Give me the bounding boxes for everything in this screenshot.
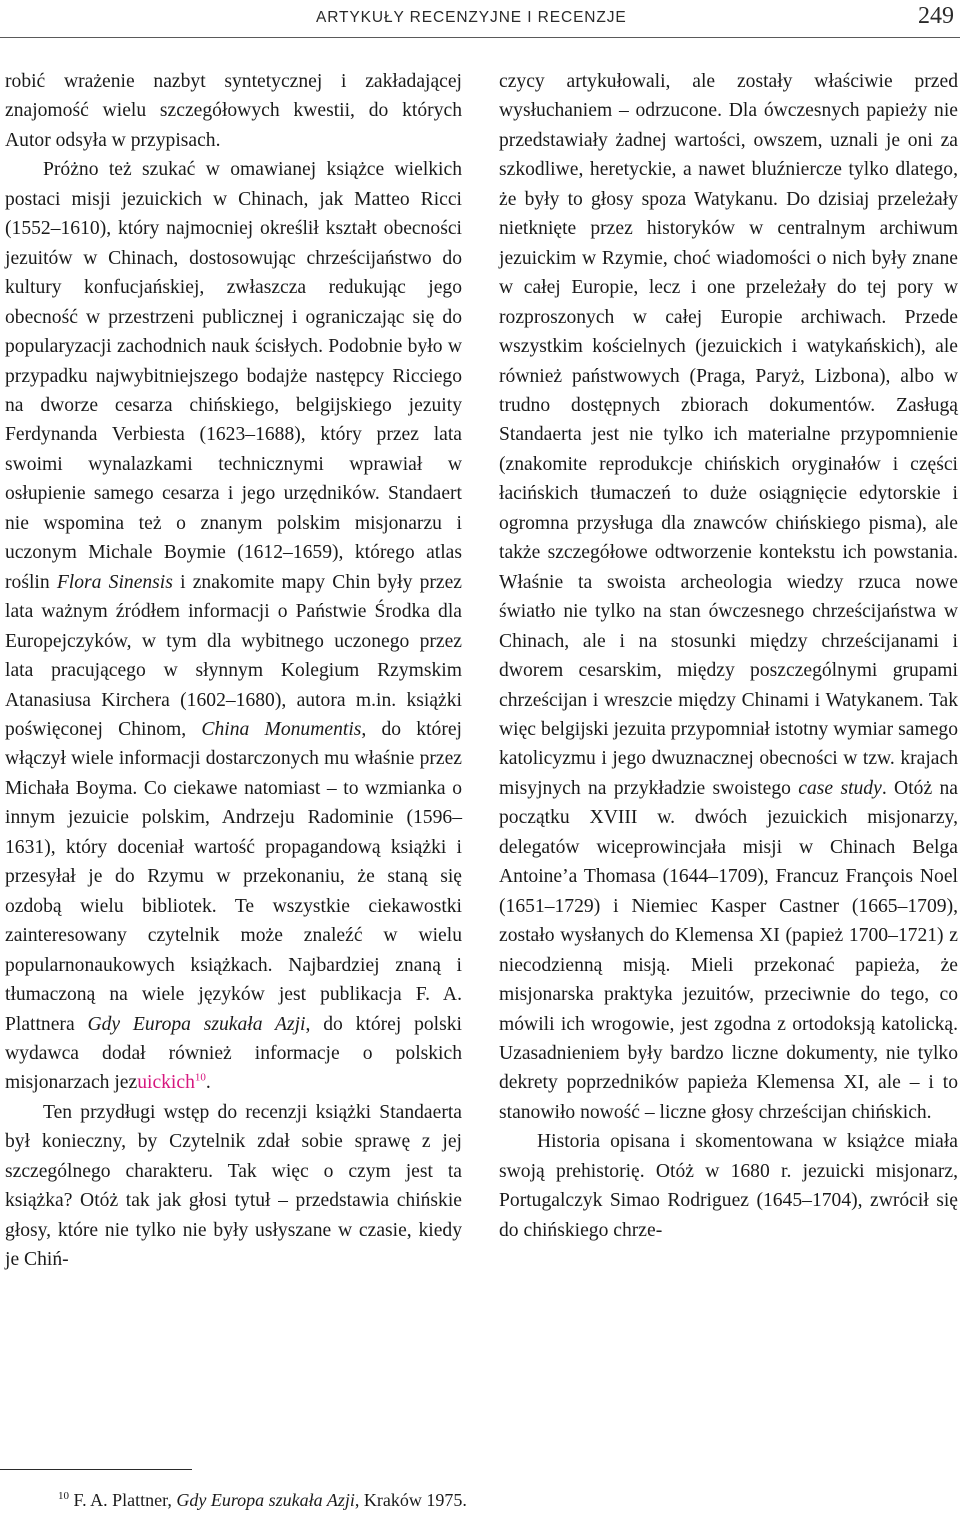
footnote-rule: [0, 1469, 192, 1470]
footnote-italic-title: Gdy Europa szukała Azji: [176, 1490, 355, 1510]
paragraph-continued: [5, 67, 462, 155]
section-title: ARTYKUŁY RECENZYJNE I RECENZJE: [316, 9, 627, 26]
paragraph-text: czycy artykułowali, ale zostały właściwie przed wysłuchaniem – odrzucone. Dla ówczesnych papieży nie przedstawiały żadnej wartości, owszem, uznali je oni za szkodliwe, heretyckie, a nawet bluźniercze tylko dlatego, że były to głosy spoza Watykanu. Do dzisiaj przeleżały nietknięte przez historyków w centralnym archiwum jezuickim w Rzymie, choć wiadomości o nich były znane w całej Europie, lecz i one przeleżały do tej pory w rozproszonych w całej Europie archiwach. Przede wszystkim kościelnych (jezuickich i watykańskich), ale również państwowych (Praga, Paryż, Lizbona), albo w trudno dostępnych zbiorach dokumentów. Zasługą Standaerta jest nie tylko ich materialne przypomnienie (znakomite reprodukcje chińskich oryginałów i części łacińskich tłumaczeń to duże osiągnięcie edytorskie i ogromna przysługa dla znawców chińskiego pisma), ale także szczegółowe odtworzenie kontekstu ich powstania. Właśnie ta swoista archeologia wiedzy rzuca nowe światło nie tylko na stan ówczesnego chrześcijaństwa w Chinach, ale i na stosunki między chrześcijanami i dworem cesarskim, między poszczególnymi grupami chrześcijan i wreszcie między Chinami i Watykanem. Tak więc belgijski jezuita przypomniał istotny wymiar samego katolicyzmu i jego dwuznacznej obecności w tzw. krajach misyjnych na przykładzie swoistego: [499, 71, 958, 799]
paragraph-text: . Otóż na początku XVIII w. dwóch jezuickich misjonarzy, delegatów wiceprowincjała misji w Chinach Belga Antoine’a Thomasa (1644–1709), Francuz François Noel (1651–1729) i Niemiec Kasper Castner (1665–1709), zostało wysłanych do Klemensa XI (papież 1700–1721) z niecodzienną misją. Mieli przekonać papieża, że misjonarska praktyka jezuitów, przeciwnie do tego, co mówili ich wrogowie, jest zgodna z ortodoksją katolicką. Uzasadnieniem były bardzo liczne dokumenty, nie tylko dekrety poprzedników papieża Klemensa XI, ale – i to stanowiło nowość – liczne głosy chrześcijan chińskich.: [499, 777, 958, 1123]
footnote: [58, 1489, 467, 1511]
paragraph-text: Próżno też szukać w omawianej książce wielkich postaci misji jezuickich w Chinach, jak Matteo Ricci (1552–1610), który najmocniej określił kształt obecności jezuitów w Chinach, dostosowując chrześcijaństwo do kultury konfucjańskiej, zwłaszcza redukując jego obecność w przestrzeni publicznej i ograniczając się do popularyzacji zachodnich nauk ścisłych. Podobnie było w przypadku najwybitniejszego bodajże następcy Ricciego na dworze cesarza chińskiego, belgijskiego jezuity Ferdynanda Verbiesta (1623–1688), który przez lata swoimi wynalazkami technicznymi wprawiał w osłupienie samego cesarza i jego urzędników. Standaert nie wspomina też o znanym polskim misjonarzu i uczonym Michale Boymie (1612–1659), którego atlas roślin: [5, 159, 462, 593]
right-column: [499, 67, 958, 1245]
paragraph-text: i znakomite mapy Chin były przez lata ważnym źródłem informacji o Państwie Środka dla Europejczyków, w tym dla wybitnego uczonego przez lata pracującego w słynnym Kolegium Rzymskim Atanasiusa Kirchera (1602–1680), autora m.in. książki poświęconej Chinom,: [5, 571, 462, 740]
paragraph-intro: [5, 1098, 462, 1275]
paragraph-text: .: [205, 1072, 211, 1094]
paragraph-text: , do której polski wydawca dodał również informacje o polskich misjonarzach jez: [5, 1013, 462, 1094]
footnote-text: F. A. Plattner,: [69, 1490, 177, 1510]
running-header: [0, 0, 960, 38]
paragraph-text: , do której włączył wiele informacji dostarczonych mu właśnie przez Michała Boyma. Co ciekawe natomiast – to wzmianka o innym jezuicie polskim, Andrzeju Radominie (1596–1631), który doceniał wartość propagandową książki i przesyłał je do Rzymu w przekonaniu, że staną się ozdobą wielu bibliotek. Te wszystkie ciekawostki zainteresowany czytelnik może znaleźć w wielu popularnonaukowych książkach. Najbardziej znaną i tłumaczoną na wiele języków jest publikacja F. A. Plattnera: [5, 718, 463, 1035]
paragraph-text: robić wrażenie nazbyt syntetycznej i zakładającej znajomość wielu szczegółowych kwestii, do których Autor odsyła w przypisach.: [5, 71, 462, 151]
page-number: 249: [918, 3, 954, 29]
paragraph-ricci: [5, 155, 462, 1098]
paragraph-continued: [499, 67, 958, 1127]
footnote-text: , Kraków 1975.: [354, 1490, 467, 1510]
italic-title-china: China Monumentis: [201, 718, 362, 740]
paragraph-text: Ten przydługi wstęp do recenzji książki Standaerta był konieczny, by Czytelnik zdał sobie sprawę z jej szczególnego charakteru. Tak więc o czym jest ta książka? Otóż tak jak głosi tytuł – przedstawia chińskie głosy, które nie tylko nie były usłyszane w czasie, kiedy je Chiń-: [5, 1101, 462, 1271]
highlighted-text: uickich: [137, 1072, 195, 1094]
italic-term-case-study: case study: [798, 777, 882, 799]
footnote-reference[interactable]: 10: [194, 1071, 206, 1084]
header-rule: [0, 37, 960, 38]
paragraph-text: Historia opisana i skomentowana w książce miała swoją prehistorię. Otóż w 1680 r. jezuicki misjonarz, Portugalczyk Simao Rodriguez (1645–1704), zwrócił się do chińskiego chrze-: [499, 1131, 958, 1241]
italic-title-plattner: Gdy Europa szukała Azji: [87, 1013, 306, 1035]
left-column: [5, 67, 462, 1275]
footnote-number: 10: [58, 1490, 69, 1502]
italic-title-flora: Flora Sinensis: [56, 571, 173, 593]
paragraph-prehistory: [499, 1127, 958, 1245]
